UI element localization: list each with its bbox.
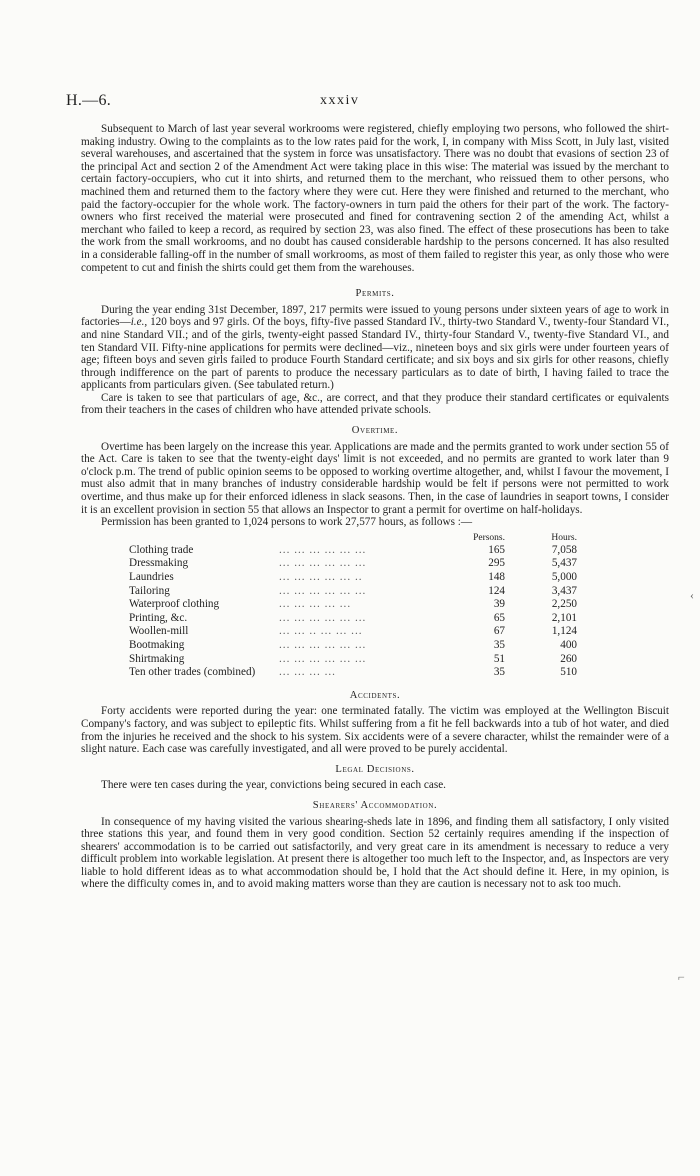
leader-dots: ... ... ... ... bbox=[279, 666, 336, 679]
hours-value: 260 bbox=[560, 652, 577, 665]
legal-decisions-heading: Legal Decisions. bbox=[335, 763, 415, 775]
trade-name: Woollen-mill bbox=[129, 625, 189, 638]
leader-dots: ... ... ... ... ... .. bbox=[279, 571, 363, 583]
table-row bbox=[129, 639, 577, 653]
persons-value: 295 bbox=[488, 557, 505, 570]
accidents-paragraph: Forty accidents were reported during the year: one terminated fatally. The victim was employed at the Wellington Biscuit Company's factory, and was subject to epileptic fits. Whilst suffering from a fit he fell backwards into a tub of hot water, and died from the injuries he received and the shock to his system. Six accidents were of a severe character, whilst the remainder were of a slight nature. Each case was carefully investigated, and all were proved to be purely accidental. bbox=[81, 705, 669, 756]
overtime-paragraph-1: Overtime has been largely on the increase this year. Applications are made and the permits granted to work under section 55 of the Act. Care is taken to see that the twenty-eight days' limit is not exceeded, and no permits are granted to work later than 9 o'clock p.m. The trend of public opinion seems to be opposed to working overtime altogether, and, whilst I favour the movement, I must also admit that in many branches of industry considerable hardship would be felt if persons were not permitted to work overtime, and thus make up for their enforced idleness in slack seasons. Then, in the case of laundries in seaport towns, I consider it is an excellent provision in section 55 that allows an Inspector to grant a permit for overtime on half-holidays. bbox=[81, 440, 669, 516]
permits-paragraph-1-end: 120 boys and 97 girls. Of the boys, fifty-five passed Standard IV., thirty-two Standard V., twenty-four Standard VI., and nine Standard VII.; and of the girls, twenty-eight passed Standard IV., thirty-four Standard V., twenty-five Standard VI., and ten Standard VII. Fifty-nine applications for permits were declined—viz., nineteen boys and six girls were under fourteen years of age; fifteen boys and seven girls failed to produce Fourth Standard certificate; and six boys and six girls for other reasons, chiefly through indifference on the part of parents to produce the necessary particulars as to date of birth, I having failed to trace the applicants from particulars given. (See tabulated return.) bbox=[81, 316, 669, 392]
permits-paragraph-2: Care is taken to see that particulars of age, &c., are correct, and that they produce their standard certificates or equivalents from their teachers in the cases of children who have attended private schools. bbox=[81, 391, 669, 417]
leader-dots: ... ... ... ... ... ... bbox=[279, 584, 367, 597]
permits-paragraph-1-ie: i.e., bbox=[130, 316, 148, 329]
trade-name: Ten other trades (combined) bbox=[129, 666, 256, 679]
trade-name: Tailoring bbox=[129, 584, 170, 597]
permits-paragraph-1-start: During the year ending 31st December, 1897, 217 permits were issued to young persons under sixteen years of age to work in factories— bbox=[81, 303, 669, 329]
persons-value: 65 bbox=[493, 611, 505, 624]
trade-name: Printing, &c. bbox=[129, 611, 188, 624]
shearers-accommodation-heading: Shearers' Accommodation. bbox=[312, 799, 438, 811]
margin-mark: ‹ bbox=[690, 588, 694, 602]
leader-dots: ... ... ... ... ... ... bbox=[279, 611, 367, 624]
table-row bbox=[129, 598, 577, 612]
persons-value: 67 bbox=[493, 625, 505, 638]
trade-name: Shirtmaking bbox=[129, 652, 185, 665]
persons-value: 39 bbox=[493, 598, 505, 611]
leader-dots: ... ... .. ... ... ... bbox=[279, 625, 363, 638]
overtime-paragraph-2: Permission has been granted to 1,024 persons to work 27,577 hours, as follows :— bbox=[101, 516, 473, 529]
table-header-row bbox=[129, 533, 577, 544]
document-body bbox=[81, 123, 669, 891]
leader-dots: ... ... ... ... ... ... bbox=[279, 543, 367, 556]
table-row bbox=[129, 612, 577, 626]
table-row bbox=[129, 653, 577, 667]
accidents-heading: Accidents. bbox=[349, 689, 401, 701]
page-number: xxxiv bbox=[320, 93, 360, 108]
table-row bbox=[129, 625, 577, 639]
table-header-persons: Persons. bbox=[473, 532, 505, 543]
legal-decisions-paragraph: There were ten cases during the year, convictions being secured in each case. bbox=[101, 779, 446, 792]
table-row bbox=[129, 544, 577, 558]
hours-value: 5,000 bbox=[551, 571, 577, 583]
leader-dots: ... ... ... ... ... ... bbox=[279, 652, 367, 665]
table-header-spacer bbox=[279, 533, 457, 544]
leader-dots: ... ... ... ... ... bbox=[279, 598, 352, 611]
intro-paragraph: Subsequent to March of last year several workrooms were registered, chiefly employing two persons, who followed the shirt-making industry. Owing to the complaints as to the low rates paid for the work, I, in company with Miss Scott, in July last, visited several warehouses, and ascertained that the system in force was unsatisfactory. There was no doubt that evasions of section 23 of the principal Act and section 2 of the Amendment Act were taking place in this wise: The material was issued by the merchant to certain factory-occupiers, who cut it into shirts, and returned them to the merchant, who reissued them to other persons, who machined them and returned them to the factory where they were cut. Here they were finished and returned to the merchant, who paid the factory-occupier for the whole work. The factory-owners in turn paid the others for their part of the work. The factory-owners who first received the material were prosecuted and fined for contravening section 2 of the amending Act, whilst a merchant who failed to keep a record, as required by section 23, was also fined. The effect of these prosecutions has been to take the work from the small workrooms, and no doubt has caused considerable hardship to the persons concerned. It has also resulted in a considerable falling-off in the number of small workrooms, as most of them failed to register this year, as only those who were competent to cut and finish the shirts could get them from the warehouses. bbox=[81, 123, 669, 274]
hours-value: 5,437 bbox=[551, 557, 577, 570]
trade-name: Laundries bbox=[129, 571, 174, 583]
permits-paragraph-1 bbox=[81, 304, 669, 392]
table-header-hours: Hours. bbox=[551, 532, 577, 543]
hours-value: 1,124 bbox=[551, 625, 577, 638]
margin-mark: ⌐ bbox=[678, 970, 685, 984]
permits-heading: Permits. bbox=[355, 288, 395, 300]
persons-value: 165 bbox=[488, 543, 505, 556]
persons-value: 35 bbox=[493, 666, 505, 679]
hours-value: 2,250 bbox=[551, 598, 577, 611]
shearers-accommodation-paragraph: In consequence of my having visited the various shearing-sheds late in 1896, and finding them all satisfactory, I only visited three stations this year, and found them in very good condition. Section 52 certainly requires amending if the inspection of shearers' accommodation is to be carried out satisfactorily, and very great care in its amendment is necessary to reduce a very difficult problem into workable legislation. At present there is altogether too much left to the Inspector, and, as Inspectors are very liable to hold different ideas as to what accommodation should be, I hold that the Act should define it. Here, in my opinion, is where the difficulty comes in, and to avoid making matters worse than they are caution is necessary not to ask too much. bbox=[81, 815, 669, 891]
persons-value: 35 bbox=[493, 638, 505, 651]
persons-value: 51 bbox=[493, 652, 505, 665]
hours-value: 400 bbox=[560, 638, 577, 651]
document-reference: H.—6. bbox=[66, 92, 112, 109]
trade-name: Waterproof clothing bbox=[129, 598, 220, 611]
leader-dots: ... ... ... ... ... ... bbox=[279, 557, 367, 570]
hours-value: 7,058 bbox=[551, 543, 577, 556]
trade-name: Clothing trade bbox=[129, 543, 194, 556]
hours-value: 510 bbox=[560, 666, 577, 679]
overtime-table-wrapper bbox=[81, 533, 669, 680]
table-row bbox=[129, 666, 577, 680]
overtime-table bbox=[129, 533, 577, 680]
overtime-heading: Overtime. bbox=[351, 425, 399, 437]
persons-value: 124 bbox=[488, 584, 505, 597]
hours-value: 3,437 bbox=[551, 584, 577, 597]
hours-value: 2,101 bbox=[551, 611, 577, 624]
table-row bbox=[129, 557, 577, 571]
trade-name: Dressmaking bbox=[129, 557, 189, 570]
leader-dots: ... ... ... ... ... ... bbox=[279, 638, 367, 651]
persons-value: 148 bbox=[488, 571, 505, 583]
table-row bbox=[129, 571, 577, 585]
trade-name: Bootmaking bbox=[129, 638, 185, 651]
table-row bbox=[129, 585, 577, 599]
table-header-trade bbox=[129, 533, 279, 544]
